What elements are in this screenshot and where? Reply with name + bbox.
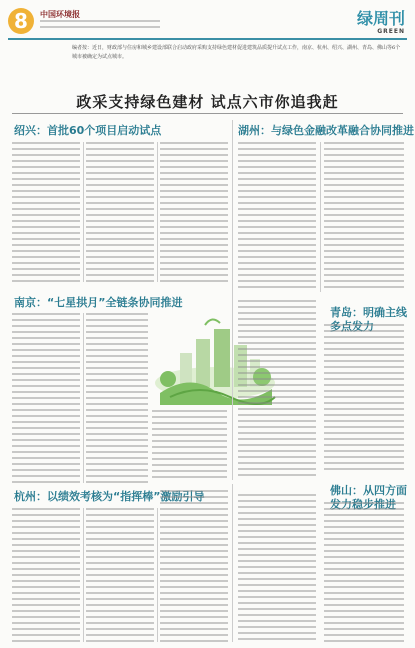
masthead: 中国环境报 (40, 10, 80, 19)
column-divider (83, 508, 84, 642)
section-tag-zh: 绿周刊 (356, 9, 405, 28)
section-tag (357, 10, 405, 36)
section-title-huzhou: 湖州：与绿色金融改革融合协同推进 (238, 124, 414, 137)
article-column (12, 313, 80, 483)
article-column (238, 300, 316, 480)
editor-note: 编者按：近日，财政部与住房和城乡建设部联合启动政府采购支持绿色建材促进建筑品质提升试点工作，南京、杭州、绍兴、湖州、青岛、佛山等6个城市被确定为试点城市。 (72, 45, 401, 60)
section-title-hangzhou: 杭州：以绩效考核为“指挥棒”激励引导 (14, 490, 205, 503)
article-column (86, 142, 154, 282)
headline-rule (12, 113, 403, 114)
column-divider (320, 142, 321, 292)
article-column (324, 142, 404, 292)
article-column (160, 142, 228, 282)
article-column (160, 490, 228, 642)
masthead-meta (40, 20, 160, 30)
article-column (324, 502, 404, 642)
column-divider (157, 508, 158, 642)
article-column (86, 313, 148, 483)
column-divider (83, 142, 84, 282)
page-headline: 政采支持绿色建材 试点六市你追我赶 (76, 93, 339, 111)
article-column (12, 142, 80, 282)
article-column (152, 410, 227, 482)
article-column (238, 494, 316, 642)
column-divider (157, 142, 158, 282)
column-divider (83, 313, 84, 483)
section-title-nanjing: 南京：“七星拱月”全链条协同推进 (14, 296, 183, 309)
article-column (86, 508, 154, 642)
section-tag-en: GREEN (377, 28, 405, 35)
article-column (324, 324, 404, 474)
article-column (12, 508, 80, 642)
top-rule (8, 38, 407, 40)
section-title-foshan: 佛山：从四方面发力稳步推进 (330, 484, 407, 511)
column-divider (232, 484, 233, 642)
column-divider (232, 300, 233, 480)
page-number-badge: 8 (8, 8, 34, 34)
section-title-qingdao: 青岛：明确主线 多点发力 (330, 306, 407, 333)
article-column (238, 142, 316, 292)
column-divider (232, 120, 233, 300)
section-title-shaoxing: 绍兴：首批60个项目启动试点 (14, 124, 162, 137)
